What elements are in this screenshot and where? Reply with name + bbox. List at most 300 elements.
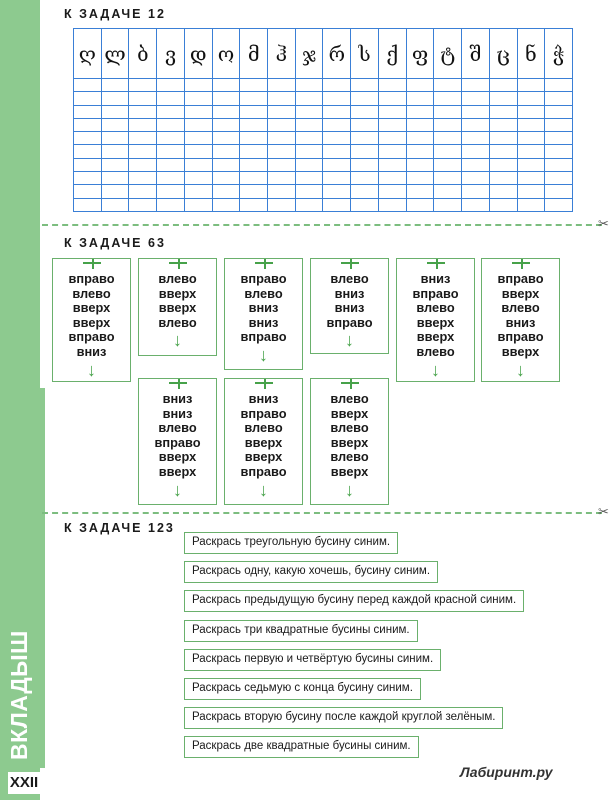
answer-cell[interactable] (101, 158, 129, 171)
answer-cell[interactable] (240, 79, 268, 92)
answer-cell[interactable] (101, 198, 129, 211)
answer-cell[interactable] (184, 92, 212, 105)
grid-row (74, 79, 573, 92)
direction-word: влево (244, 285, 283, 301)
section-title-task-63: К ЗАДАЧЕ 63 (64, 236, 166, 250)
answer-cell[interactable] (129, 185, 157, 198)
direction-word: влево (330, 271, 369, 286)
answer-cell[interactable] (101, 105, 129, 118)
answer-cell[interactable] (462, 185, 490, 198)
cut-line (42, 224, 602, 226)
symbol-cell: ც (489, 29, 517, 79)
answer-cell[interactable] (184, 172, 212, 185)
answer-cell[interactable] (129, 92, 157, 105)
answer-cell[interactable] (268, 185, 296, 198)
answer-cell[interactable] (212, 158, 240, 171)
answer-cell[interactable] (323, 172, 351, 185)
answer-cell[interactable] (462, 79, 490, 92)
symbol-cell: ფ (406, 29, 434, 79)
direction-word: вниз (420, 271, 451, 286)
answer-cell[interactable] (489, 79, 517, 92)
direction-card (310, 378, 389, 505)
start-marker (264, 379, 266, 389)
answer-cell[interactable] (378, 185, 406, 198)
direction-word: влево (330, 449, 369, 465)
direction-word: вниз (248, 391, 279, 406)
answer-cell[interactable] (212, 118, 240, 131)
direction-list (482, 272, 559, 360)
answer-cell[interactable] (323, 132, 351, 145)
answer-cell[interactable] (462, 118, 490, 131)
answer-cell[interactable] (240, 145, 268, 158)
direction-word: вверх (330, 405, 369, 421)
direction-word: вправо (497, 271, 544, 286)
answer-cell[interactable] (212, 198, 240, 211)
answer-cell[interactable] (462, 92, 490, 105)
answer-cell[interactable] (351, 172, 379, 185)
answer-cell[interactable] (184, 158, 212, 171)
answer-cell[interactable] (129, 158, 157, 171)
answer-cell[interactable] (157, 105, 185, 118)
direction-word: вверх (158, 300, 197, 316)
task-instruction: Раскрась одну, какую хочешь, бусину синим. (184, 561, 438, 583)
symbol-cell: ვ (157, 29, 185, 79)
symbol-cell: რ (323, 29, 351, 79)
answer-cell[interactable] (268, 198, 296, 211)
direction-word: вниз (334, 300, 365, 316)
answer-cell[interactable] (323, 118, 351, 131)
answer-cell[interactable] (184, 79, 212, 92)
answer-cell[interactable] (212, 172, 240, 185)
answer-cell[interactable] (74, 105, 102, 118)
direction-card (224, 378, 303, 505)
direction-word: вверх (158, 449, 197, 465)
answer-cell[interactable] (406, 105, 434, 118)
answer-cell[interactable] (101, 118, 129, 131)
answer-cell[interactable] (517, 79, 545, 92)
symbol-cell: ნ (517, 29, 545, 79)
answer-cell[interactable] (212, 105, 240, 118)
symbol-cell: ჭ (545, 29, 573, 79)
answer-cell[interactable] (434, 172, 462, 185)
answer-cell[interactable] (351, 185, 379, 198)
answer-cell[interactable] (489, 132, 517, 145)
answer-cell[interactable] (157, 132, 185, 145)
answer-cell[interactable] (101, 172, 129, 185)
start-marker-bar (512, 262, 530, 264)
direction-word: влево (330, 391, 369, 406)
grid-row (74, 118, 573, 131)
answer-cell[interactable] (129, 132, 157, 145)
section-title-task-12: К ЗАДАЧЕ 12 (64, 7, 166, 21)
start-marker (178, 259, 180, 269)
start-marker-bar (169, 262, 187, 264)
answer-cell[interactable] (268, 105, 296, 118)
answer-cell[interactable] (74, 118, 102, 131)
start-marker-bar (255, 382, 273, 384)
answer-cell[interactable] (406, 185, 434, 198)
task-instruction: Раскрась седьмую с конца бусину синим. (184, 678, 421, 700)
direction-word: вправо (68, 271, 115, 286)
symbol-cell: ტ (434, 29, 462, 79)
answer-cell[interactable] (184, 145, 212, 158)
answer-cell[interactable] (545, 158, 573, 171)
direction-list (397, 272, 474, 360)
direction-word: вправо (240, 271, 287, 286)
answer-cell[interactable] (378, 198, 406, 211)
answer-cell[interactable] (268, 172, 296, 185)
answer-cell[interactable] (129, 172, 157, 185)
answer-cell[interactable] (351, 145, 379, 158)
direction-word: влево (244, 420, 283, 436)
answer-cell[interactable] (74, 132, 102, 145)
start-marker (92, 259, 94, 269)
direction-word: вправо (240, 329, 287, 345)
answer-cell[interactable] (295, 185, 323, 198)
answer-cell[interactable] (184, 185, 212, 198)
arrow-down-icon: ↓ (259, 345, 268, 365)
answer-cell[interactable] (406, 145, 434, 158)
answer-cell[interactable] (240, 172, 268, 185)
answer-cell[interactable] (462, 105, 490, 118)
arrow-down-icon: ↓ (345, 330, 354, 351)
task-instruction: Раскрась первую и четвёртую бусины синим. (184, 649, 441, 671)
answer-cell[interactable] (157, 185, 185, 198)
answer-cell[interactable] (434, 92, 462, 105)
answer-cell[interactable] (101, 79, 129, 92)
symbol-cell: მ (240, 29, 268, 79)
answer-cell[interactable] (240, 118, 268, 131)
symbol-cell: ჰ (268, 29, 296, 79)
answer-cell[interactable] (240, 105, 268, 118)
direction-word: вниз (162, 405, 193, 421)
answer-cell[interactable] (406, 92, 434, 105)
answer-cell[interactable] (545, 118, 573, 131)
answer-cell[interactable] (101, 92, 129, 105)
answer-cell[interactable] (406, 79, 434, 92)
answer-cell[interactable] (517, 185, 545, 198)
symbol-cell: ჯ (295, 29, 323, 79)
answer-cell[interactable] (184, 105, 212, 118)
start-marker-bar (427, 262, 445, 264)
grid-row (74, 105, 573, 118)
answer-cell[interactable] (157, 145, 185, 158)
section-title-task-123: К ЗАДАЧЕ 123 (64, 521, 175, 535)
answer-cell[interactable] (434, 158, 462, 171)
answer-cell[interactable] (240, 185, 268, 198)
start-marker-bar (255, 262, 273, 264)
direction-card (396, 258, 475, 382)
answer-cell[interactable] (295, 105, 323, 118)
answer-cell[interactable] (517, 198, 545, 211)
task-instruction: Раскрась предыдущую бусину перед каждой красной синим. (184, 590, 524, 612)
answer-cell[interactable] (378, 92, 406, 105)
direction-word: вправо (154, 434, 201, 450)
grid-row (74, 198, 573, 211)
answer-cell[interactable] (545, 105, 573, 118)
answer-cell[interactable] (489, 198, 517, 211)
answer-cell[interactable] (268, 79, 296, 92)
arrow-down-icon: ↓ (259, 479, 268, 500)
answer-cell[interactable] (295, 118, 323, 131)
answer-cell[interactable] (74, 145, 102, 158)
answer-cell[interactable] (323, 79, 351, 92)
grid-row (74, 132, 573, 145)
answer-cell[interactable] (517, 145, 545, 158)
direction-card (310, 258, 389, 354)
answer-cell[interactable] (462, 132, 490, 145)
direction-word: вверх (501, 285, 540, 301)
answer-cell[interactable] (489, 105, 517, 118)
answer-cell[interactable] (323, 105, 351, 118)
answer-cell[interactable] (378, 158, 406, 171)
cut-line (42, 512, 602, 514)
start-marker-bar (341, 262, 359, 264)
direction-card (138, 378, 217, 505)
answer-cell[interactable] (295, 158, 323, 171)
direction-list (311, 272, 388, 330)
direction-word: влево (158, 271, 197, 286)
answer-cell[interactable] (129, 145, 157, 158)
answer-cell[interactable] (212, 132, 240, 145)
answer-cell[interactable] (212, 145, 240, 158)
direction-word: влево (330, 420, 369, 436)
answer-cell[interactable] (351, 132, 379, 145)
answer-cell[interactable] (74, 198, 102, 211)
grid-row (74, 185, 573, 198)
answer-cell[interactable] (406, 172, 434, 185)
answer-cell[interactable] (489, 158, 517, 171)
direction-word: влево (416, 343, 455, 359)
symbol-cell: ს (351, 29, 379, 79)
direction-word: вправо (68, 329, 115, 345)
answer-cell[interactable] (489, 118, 517, 131)
answer-cell[interactable] (434, 145, 462, 158)
answer-cell[interactable] (157, 79, 185, 92)
answer-cell[interactable] (157, 198, 185, 211)
answer-cell[interactable] (129, 105, 157, 118)
start-marker (436, 259, 438, 269)
answer-cell[interactable] (489, 92, 517, 105)
answer-cell[interactable] (295, 132, 323, 145)
answer-cell[interactable] (323, 158, 351, 171)
answer-cell[interactable] (489, 145, 517, 158)
direction-word: вниз (248, 314, 279, 330)
direction-word: вверх (330, 434, 369, 450)
arrow-down-icon: ↓ (173, 479, 182, 500)
answer-cell[interactable] (406, 118, 434, 131)
answer-cell[interactable] (74, 92, 102, 105)
answer-cell[interactable] (323, 185, 351, 198)
answer-cell[interactable] (157, 92, 185, 105)
answer-cell[interactable] (517, 172, 545, 185)
direction-list (53, 272, 130, 360)
direction-word: вверх (72, 300, 111, 316)
answer-cell[interactable] (378, 105, 406, 118)
answer-cell[interactable] (295, 79, 323, 92)
direction-list (225, 272, 302, 345)
direction-word: вправо (497, 329, 544, 345)
direction-word: вверх (158, 285, 197, 301)
answer-cell[interactable] (462, 145, 490, 158)
symbol-cell: ღ (74, 29, 102, 79)
answer-cell[interactable] (268, 92, 296, 105)
answer-cell[interactable] (74, 172, 102, 185)
answer-cell[interactable] (545, 145, 573, 158)
direction-word: вниз (162, 391, 193, 406)
direction-word: вниз (334, 285, 365, 301)
direction-word: вниз (76, 343, 107, 359)
answer-cell[interactable] (378, 132, 406, 145)
answer-cell[interactable] (101, 145, 129, 158)
answer-cell[interactable] (489, 172, 517, 185)
answer-cell[interactable] (74, 158, 102, 171)
start-marker-bar (169, 382, 187, 384)
task-instruction: Раскрась три квадратные бусины синим. (184, 620, 418, 642)
answer-cell[interactable] (406, 132, 434, 145)
answer-cell[interactable] (101, 132, 129, 145)
direction-word: вправо (240, 463, 287, 479)
answer-cell[interactable] (462, 172, 490, 185)
answer-cell[interactable] (517, 132, 545, 145)
direction-word: влево (72, 285, 111, 301)
direction-card (481, 258, 560, 382)
scissors-icon: ✂ (598, 216, 609, 231)
answer-cell[interactable] (406, 158, 434, 171)
answer-cell[interactable] (406, 198, 434, 211)
answer-cell[interactable] (295, 198, 323, 211)
answer-cell[interactable] (295, 145, 323, 158)
answer-cell[interactable] (517, 92, 545, 105)
symbol-cell: ბ (129, 29, 157, 79)
answer-cell[interactable] (351, 158, 379, 171)
answer-cell[interactable] (434, 198, 462, 211)
answer-cell[interactable] (323, 198, 351, 211)
arrow-down-icon: ↓ (516, 359, 525, 380)
answer-cell[interactable] (378, 172, 406, 185)
answer-cell[interactable] (184, 198, 212, 211)
answer-cell[interactable] (240, 158, 268, 171)
answer-cell[interactable] (129, 198, 157, 211)
answer-cell[interactable] (157, 172, 185, 185)
direction-card (52, 258, 131, 382)
answer-cell[interactable] (545, 172, 573, 185)
answer-cell[interactable] (74, 79, 102, 92)
direction-word: вверх (416, 329, 455, 345)
answer-cell[interactable] (351, 118, 379, 131)
start-marker-bar (341, 382, 359, 384)
answer-cell[interactable] (545, 79, 573, 92)
start-marker-bar (83, 262, 101, 264)
answer-cell[interactable] (323, 145, 351, 158)
answer-cell[interactable] (129, 79, 157, 92)
answer-cell[interactable] (351, 198, 379, 211)
answer-cell[interactable] (517, 158, 545, 171)
task-instruction: Раскрась вторую бусину после каждой круглой зелёным. (184, 707, 503, 729)
direction-card (138, 258, 217, 356)
symbol-cell: ქ (378, 29, 406, 79)
grid-row (74, 158, 573, 171)
answer-cell[interactable] (434, 118, 462, 131)
answer-cell[interactable] (462, 198, 490, 211)
direction-word: вправо (412, 285, 459, 301)
direction-word: вправо (240, 405, 287, 421)
answer-cell[interactable] (295, 92, 323, 105)
answer-cell[interactable] (351, 92, 379, 105)
answer-cell[interactable] (351, 79, 379, 92)
start-marker (178, 379, 180, 389)
answer-cell[interactable] (517, 105, 545, 118)
start-marker (521, 259, 523, 269)
direction-word: вверх (416, 314, 455, 330)
sidebar-label: ВКЛАДЫШ (6, 630, 32, 760)
answer-cell[interactable] (129, 118, 157, 131)
answer-cell[interactable] (434, 105, 462, 118)
direction-word: влево (158, 314, 197, 330)
answer-cell[interactable] (434, 185, 462, 198)
answer-cell[interactable] (268, 145, 296, 158)
answer-cell[interactable] (545, 198, 573, 211)
answer-cell[interactable] (323, 92, 351, 105)
answer-cell[interactable] (184, 132, 212, 145)
direction-card (224, 258, 303, 370)
arrow-down-icon: ↓ (345, 479, 354, 500)
answer-cell[interactable] (184, 118, 212, 131)
answer-cell[interactable] (295, 172, 323, 185)
direction-word: вверх (158, 463, 197, 479)
answer-cell[interactable] (74, 185, 102, 198)
answer-cell[interactable] (240, 132, 268, 145)
direction-word: влево (416, 300, 455, 316)
task-instruction: Раскрась две квадратные бусины синим. (184, 736, 419, 758)
answer-cell[interactable] (157, 158, 185, 171)
answer-cell[interactable] (462, 158, 490, 171)
direction-word: влево (158, 420, 197, 436)
task-instruction: Раскрась треугольную бусину синим. (184, 532, 398, 554)
answer-cell[interactable] (378, 118, 406, 131)
answer-cell[interactable] (240, 198, 268, 211)
answer-cell[interactable] (268, 118, 296, 131)
answer-cell[interactable] (212, 79, 240, 92)
answer-cell[interactable] (212, 185, 240, 198)
answer-cell[interactable] (268, 132, 296, 145)
answer-cell[interactable] (157, 118, 185, 131)
answer-cell[interactable] (351, 105, 379, 118)
answer-cell[interactable] (378, 79, 406, 92)
direction-list (139, 272, 216, 330)
answer-cell[interactable] (545, 132, 573, 145)
start-marker (350, 259, 352, 269)
answer-cell[interactable] (517, 118, 545, 131)
direction-word: вверх (330, 463, 369, 479)
direction-word: вправо (326, 314, 373, 330)
answer-cell[interactable] (212, 92, 240, 105)
arrow-down-icon: ↓ (87, 359, 96, 380)
answer-cell[interactable] (434, 79, 462, 92)
answer-cell[interactable] (240, 92, 268, 105)
answer-cell[interactable] (378, 145, 406, 158)
answer-cell[interactable] (101, 185, 129, 198)
start-marker (264, 259, 266, 269)
answer-cell[interactable] (545, 92, 573, 105)
answer-cell[interactable] (268, 158, 296, 171)
answer-cell[interactable] (489, 185, 517, 198)
grid-row (74, 172, 573, 185)
answer-cell[interactable] (545, 185, 573, 198)
direction-word: вниз (505, 314, 536, 330)
answer-cell[interactable] (434, 132, 462, 145)
scissors-icon: ✂ (598, 504, 609, 519)
